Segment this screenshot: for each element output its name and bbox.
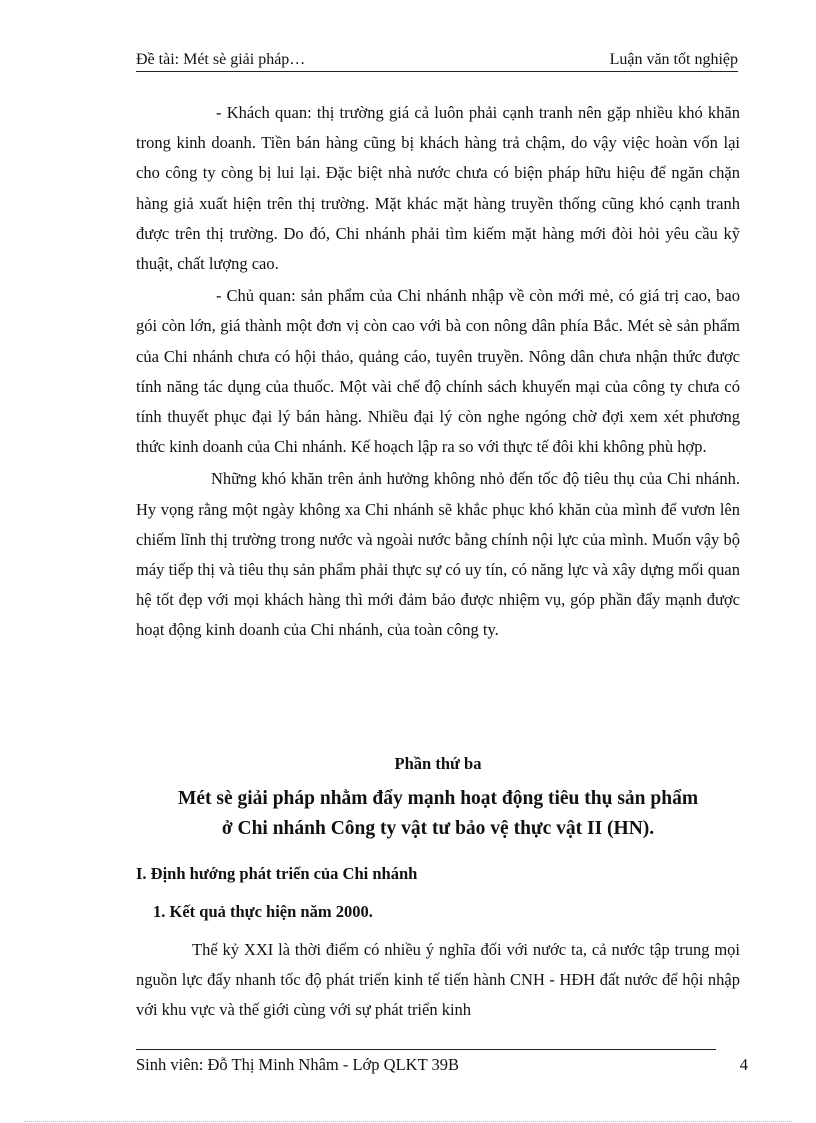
- footer-divider: [136, 1049, 716, 1050]
- body-text-2: [136, 935, 740, 1026]
- footer-student: Sinh viên: Đỗ Thị Minh Nhâm - Lớp QLKT 39B: [136, 1055, 459, 1074]
- page-header: [136, 50, 738, 72]
- section-title: [136, 784, 740, 844]
- page-number: 4: [739, 1055, 748, 1074]
- paragraph-century: Thế kỷ XXI là thời điểm có nhiều ý nghĩa đối với nước ta, cả nước tập trung mọi nguồn lực đẩy nhanh tốc độ phát triển kinh tế tiến hành CNH - HĐH đất nước để hội nhập với khu vực và thế giới cùng với sự phát triển kinh: [136, 940, 740, 1020]
- body-text: [136, 98, 740, 646]
- section-title-line-1: Mét sè giải pháp nhằm đẩy mạnh hoạt động tiêu thụ sản phẩm: [177, 788, 699, 809]
- heading-level-2: 1. Kết quả thực hiện năm 2000.: [153, 902, 373, 921]
- page-footer: [136, 1054, 748, 1076]
- header-doc-type: Luận văn tốt nghiệp: [609, 51, 738, 68]
- section-label: Phần thứ ba: [394, 754, 482, 773]
- paragraph-difficulties: Những khó khăn trên ảnh hưởng không nhỏ đến tốc độ tiêu thụ của Chi nhánh. Hy vọng rằng một ngày không xa Chi nhánh sẽ khắc phục khó khăn của mình để vươn lên chiếm lĩnh thị trường trong nước và ngoài nước bằng chính nội lực của mình. Muốn vậy bộ máy tiếp thị và tiêu thụ sản phẩm phải thực sự có uy tín, có năng lực và xây dựng mối quan hệ tốt đẹp với mọi khách hàng thì mới đảm bảo được nhiệm vụ, góp phần đẩy mạnh được hoạt động kinh doanh của Chi nhánh, của toàn công ty.: [136, 469, 740, 640]
- heading-level-1: I. Định hướng phát triển của Chi nhánh: [136, 864, 418, 883]
- page-edge-divider: [24, 1121, 792, 1122]
- paragraph-objective: - Khách quan: thị trường giá cả luôn phải cạnh tranh nên gặp nhiều khó khăn trong kinh doanh. Tiền bán hàng cũng bị khách hàng trả chậm, do vậy việc hoàn vốn lại cho công ty còng bị lui lại. Đặc biệt nhà nước chưa có biện pháp hữu hiệu để ngăn chặn hàng giả xuất hiện trên thị trường. Mặt khác mặt hàng truyền thống cũng khó cạnh tranh được trên thị trường. Do đó, Chi nhánh phải tìm kiếm mặt hàng mới đòi hỏi yêu cầu kỹ thuật, chất lượng cao.: [136, 103, 740, 274]
- header-topic: Đề tài: Mét sè giải pháp…: [136, 51, 306, 68]
- section-title-line-2: ở Chi nhánh Công ty vật tư bảo vệ thực vật II (HN).: [221, 818, 655, 839]
- paragraph-subjective: - Chủ quan: sản phẩm của Chi nhánh nhập về còn mới mẻ, có giá trị cao, bao gói còn lớn, giá thành một đơn vị còn cao với bà con nông dân phía Bắc. Mét sè sản phẩm của Chi nhánh chưa có hội thảo, quảng cáo, tuyên truyền. Nông dân chưa nhận thức được tính năng tác dụng của thuốc. Một vài chế độ chính sách khuyến mại của công ty chưa có tính thuyết phục đại lý bán hàng. Nhiều đại lý còn nghe ngóng chờ đợi xem xét phương thức kinh doanh của Chi nhánh. Kế hoạch lập ra so với thực tế đôi khi không phù hợp.: [136, 286, 740, 457]
